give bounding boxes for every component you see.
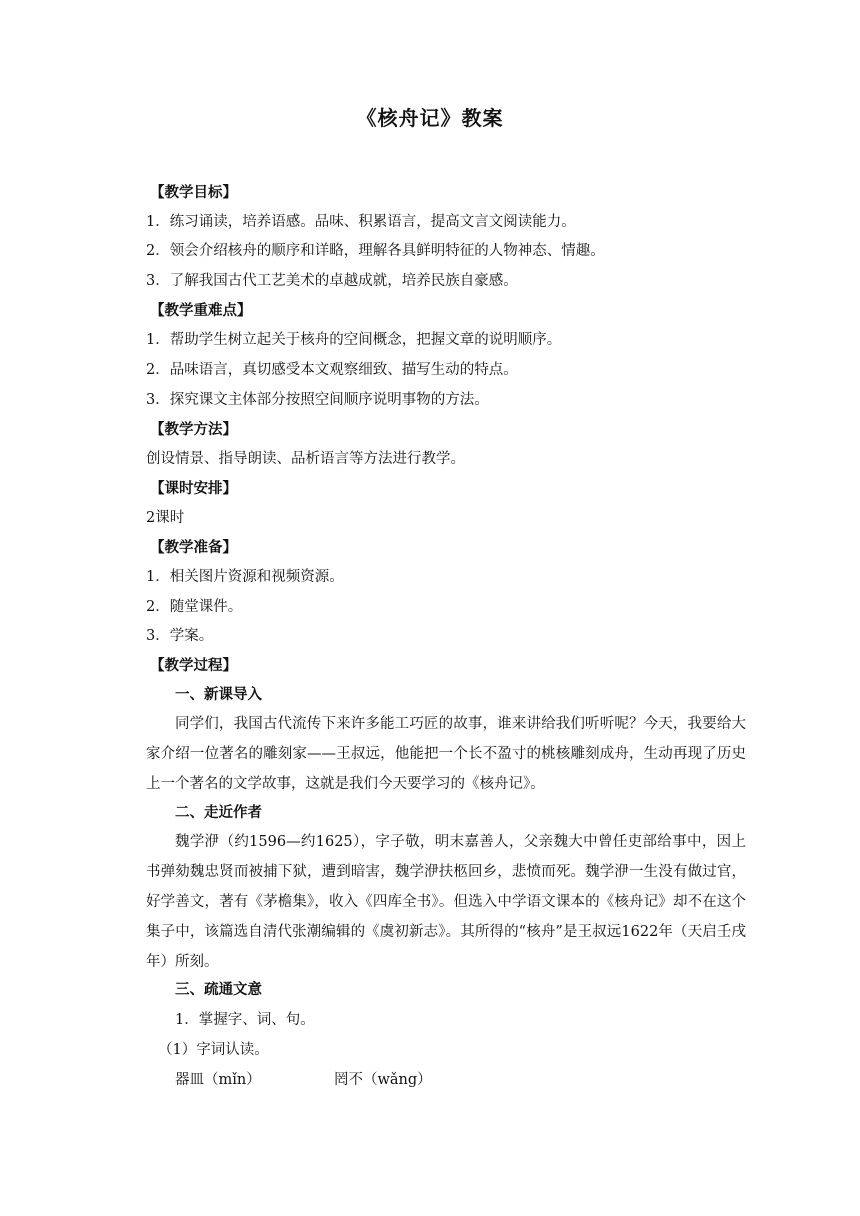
objectives-heading: 【教学目标】 (150, 185, 237, 201)
methods-heading: 【教学方法】 (150, 422, 237, 438)
preparation-item: 1．相关图片资源和视频资源。 (146, 569, 344, 585)
preparation-item: 2．随堂课件。 (146, 599, 243, 615)
objective-item: 3．了解我国古代工艺美术的卓越成就，培养民族自豪感。 (146, 273, 518, 289)
vocab-item: 罔不（wǎng） (334, 1072, 432, 1088)
methods-text: 创设情景、指导朗读、品析语言等方法进行教学。 (146, 451, 465, 467)
document-title: 《核舟记》教案 (356, 106, 504, 130)
vocab-item: 器皿（mǐn） (175, 1072, 261, 1088)
section-heading: 一、新课导入 (175, 687, 262, 703)
key-points-heading: 【教学重难点】 (150, 303, 252, 319)
objective-item: 1．练习诵读，培养语感。品味、积累语言，提高文言文阅读能力。 (146, 214, 576, 230)
key-point-item: 2．品味语言，真切感受本文观察细致、描写生动的特点。 (146, 362, 518, 378)
section-heading: 二、走近作者 (175, 805, 262, 821)
section-item: 1．掌握字、词、句。 (175, 1012, 315, 1028)
key-point-item: 1．帮助学生树立起关于核舟的空间概念，把握文章的说明顺序。 (146, 332, 562, 348)
schedule-heading: 【课时安排】 (150, 481, 237, 497)
objective-item: 2．领会介绍核舟的顺序和详略，理解各具鲜明特征的人物神态、情趣。 (146, 243, 605, 259)
preparation-heading: 【教学准备】 (150, 540, 237, 556)
preparation-item: 3．学案。 (146, 628, 214, 644)
schedule-text: 2课时 (146, 510, 185, 526)
process-heading: 【教学过程】 (150, 658, 237, 674)
section-subitem: （1）字词认读。 (158, 1042, 269, 1058)
section-heading: 三、疏通文意 (175, 982, 262, 998)
key-point-item: 3．探究课文主体部分按照空间顺序说明事物的方法。 (146, 392, 489, 408)
author-paragraph: 魏学洢（约1596—约1625），字子敬，明末嘉善人，父亲魏大中曾任吏部给事中，因上书弹劾魏忠贤而被捕下狱，遭到暗害，魏学洢扶柩回乡，悲愤而死。魏学洢一生没有做过官，好学善文，著有《茅檐集》，收入《四库全书》。但选入中学语文课本的《核舟记》却不在这个集子中，该篇选自清代张潮编辑的《虞初新志》。其所得的“核舟”是王叔远1622年（天启壬戌年）所刻。 (146, 834, 746, 970)
intro-paragraph: 同学们，我国古代流传下来许多能工巧匠的故事，谁来讲给我们听听呢？今天，我要给大家介绍一位著名的雕刻家——王叔远，他能把一个长不盈寸的桃核雕刻成舟，生动再现了历史上一个著名的文学故事，这就是我们今天要学习的《核舟记》。 (146, 716, 746, 792)
